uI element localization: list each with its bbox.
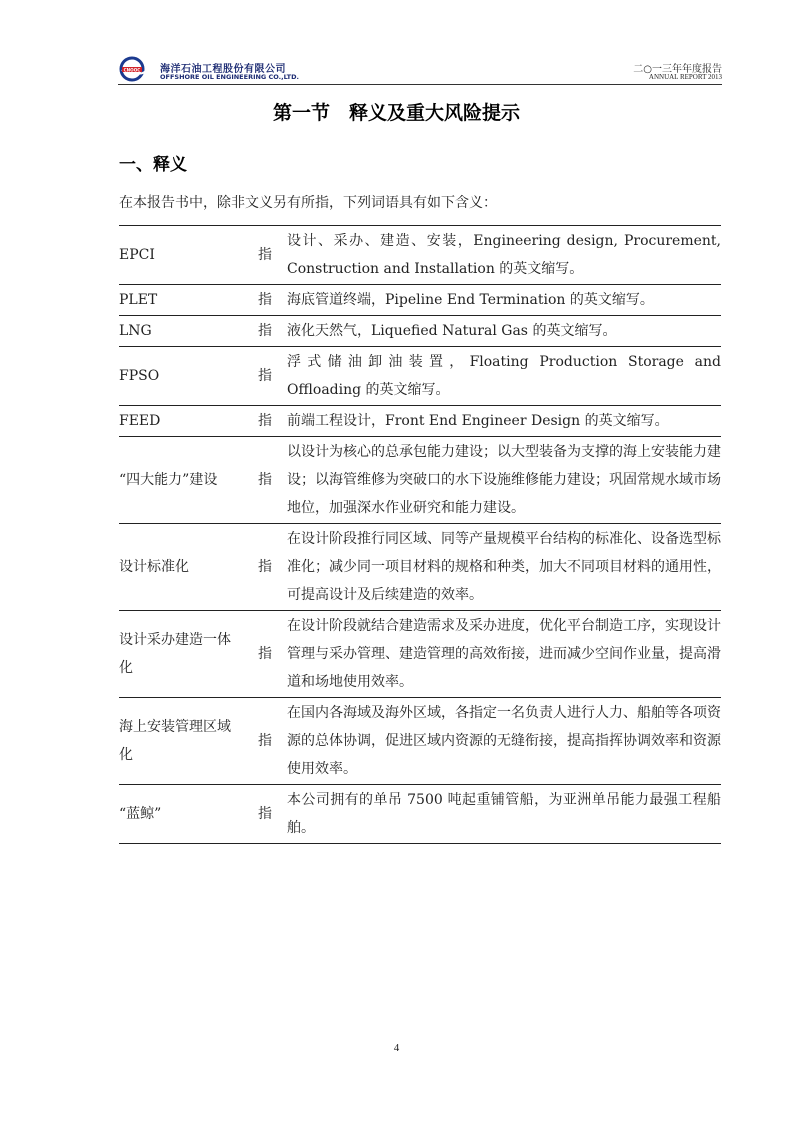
definition-marker: 指	[243, 347, 287, 406]
definition-term: FEED	[119, 406, 243, 437]
definition-term: “蓝鲸”	[119, 785, 243, 844]
definition-term: LNG	[119, 316, 243, 347]
definition-marker: 指	[243, 785, 287, 844]
page-number: 4	[393, 1042, 400, 1054]
svg-text:CNOOC: CNOOC	[123, 67, 141, 73]
definition-row	[119, 226, 721, 285]
definition-row	[119, 785, 721, 844]
definition-definition: 设计、采办、建造、安装，Engineering design, Procurement, Construction and Installation 的英文缩写。	[287, 226, 721, 285]
report-title-en: ANNUAL REPORT 2013	[648, 73, 722, 81]
definition-marker: 指	[243, 406, 287, 437]
definition-marker: 指	[243, 698, 287, 785]
definition-term: EPCI	[119, 226, 243, 285]
sub-heading: 一、释义	[119, 155, 187, 175]
company-name-en: OFFSHORE OIL ENGINEERING CO.,LTD.	[160, 73, 299, 81]
definition-row	[119, 316, 721, 347]
definitions-table	[119, 225, 721, 844]
definition-row	[119, 285, 721, 316]
definition-row	[119, 611, 721, 698]
definition-marker: 指	[243, 611, 287, 698]
intro-text: 在本报告书中，除非文义另有所指，下列词语具有如下含义：	[119, 195, 497, 211]
definition-term: 设计采办建造一体化	[119, 611, 243, 698]
cnooc-logo-icon	[118, 56, 152, 82]
definition-term: 设计标准化	[119, 524, 243, 611]
report-title-cn: 二○一三年年度报告	[633, 64, 722, 75]
definition-definition: 在国内各海域及海外区域，各指定一名负责人进行人力、船舶等各项资源的总体协调，促进区域内资源的无缝衔接，提高指挥协调效率和资源使用效率。	[287, 698, 721, 785]
definition-definition: 在设计阶段推行同区域、同等产量规模平台结构的标准化、设备选型标准化；减少同一项目材料的规格和种类，加大不同项目材料的通用性，可提高设计及后续建造的效率。	[287, 524, 721, 611]
definition-row	[119, 437, 721, 524]
definition-definition: 液化天然气，Liquefied Natural Gas 的英文缩写。	[287, 316, 721, 347]
definition-marker: 指	[243, 226, 287, 285]
company-name-cn: 海洋石油工程股份有限公司	[160, 64, 286, 75]
definition-definition: 以设计为核心的总承包能力建设；以大型装备为支撑的海上安装能力建设；以海管维修为突破口的水下设施维修能力建设；巩固常规水域市场地位，加强深水作业研究和能力建设。	[287, 437, 721, 524]
definition-row	[119, 698, 721, 785]
definition-definition: 本公司拥有的单吊 7500 吨起重铺管船，为亚洲单吊能力最强工程船舶。	[287, 785, 721, 844]
definition-marker: 指	[243, 285, 287, 316]
definition-marker: 指	[243, 524, 287, 611]
definition-row	[119, 524, 721, 611]
definition-definition: 前端工程设计，Front End Engineer Design 的英文缩写。	[287, 406, 721, 437]
definition-marker: 指	[243, 316, 287, 347]
section-title: 第一节 释义及重大风险提示	[272, 102, 520, 124]
page-header	[118, 56, 722, 85]
definition-row	[119, 347, 721, 406]
definition-definition: 海底管道终端，Pipeline End Termination 的英文缩写。	[287, 285, 721, 316]
definition-term: “四大能力”建设	[119, 437, 243, 524]
definition-marker: 指	[243, 437, 287, 524]
definition-definition: 浮式储油卸油装置，Floating Production Storage and Offloading 的英文缩写。	[287, 347, 721, 406]
definition-term: PLET	[119, 285, 243, 316]
definition-term: FPSO	[119, 347, 243, 406]
definition-term: 海上安装管理区域化	[119, 698, 243, 785]
definition-row	[119, 406, 721, 437]
definition-definition: 在设计阶段就结合建造需求及采办进度，优化平台制造工序，实现设计管理与采办管理、建造管理的高效衔接，进而减少空间作业量，提高滑道和场地使用效率。	[287, 611, 721, 698]
